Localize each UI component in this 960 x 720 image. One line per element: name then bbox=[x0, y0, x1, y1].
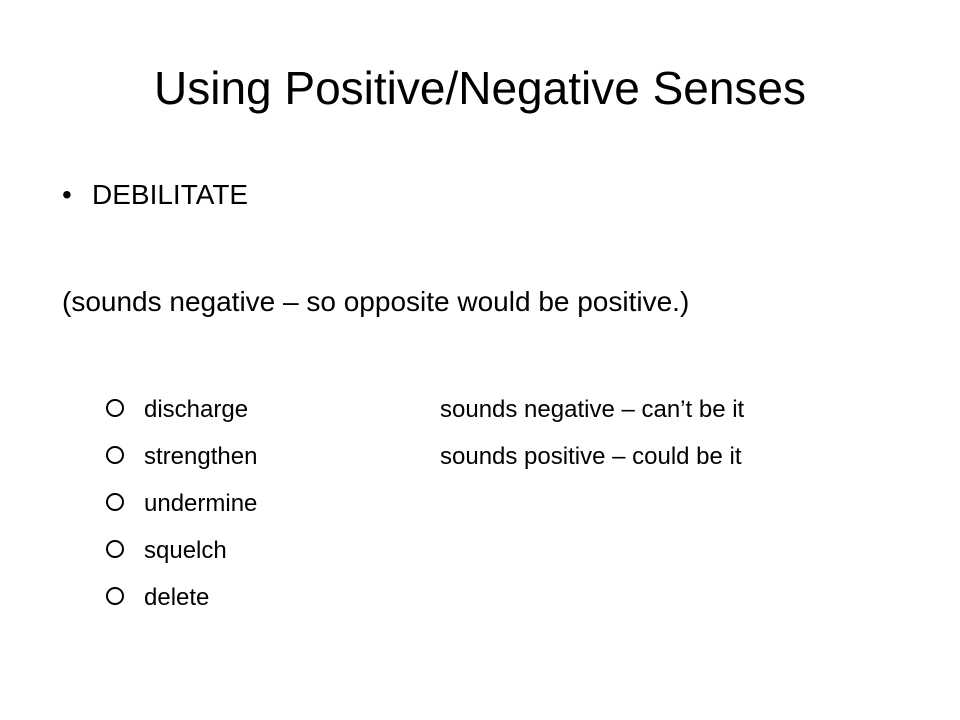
radio-circle-icon[interactable] bbox=[106, 587, 124, 605]
radio-circle-icon[interactable] bbox=[106, 446, 124, 464]
option-comment: sounds positive – could be it bbox=[440, 443, 742, 470]
option-word: delete bbox=[144, 584, 210, 611]
option-word: squelch bbox=[144, 537, 227, 564]
radio-circle-icon[interactable] bbox=[106, 399, 124, 417]
option-word: discharge bbox=[144, 396, 249, 423]
option-comment: sounds negative – can’t be it bbox=[440, 396, 745, 423]
option-word: strengthen bbox=[144, 443, 258, 470]
option-word: undermine bbox=[144, 490, 258, 517]
note-text: (sounds negative – so opposite would be positive.) bbox=[62, 286, 690, 317]
bullet-text: DEBILITATE bbox=[92, 179, 249, 210]
radio-circle-icon[interactable] bbox=[106, 493, 124, 511]
bullet-item bbox=[62, 173, 248, 217]
slide-title: Using Positive/Negative Senses bbox=[154, 62, 806, 114]
radio-circle-icon[interactable] bbox=[106, 540, 124, 558]
bullet-dot: • bbox=[62, 179, 72, 210]
